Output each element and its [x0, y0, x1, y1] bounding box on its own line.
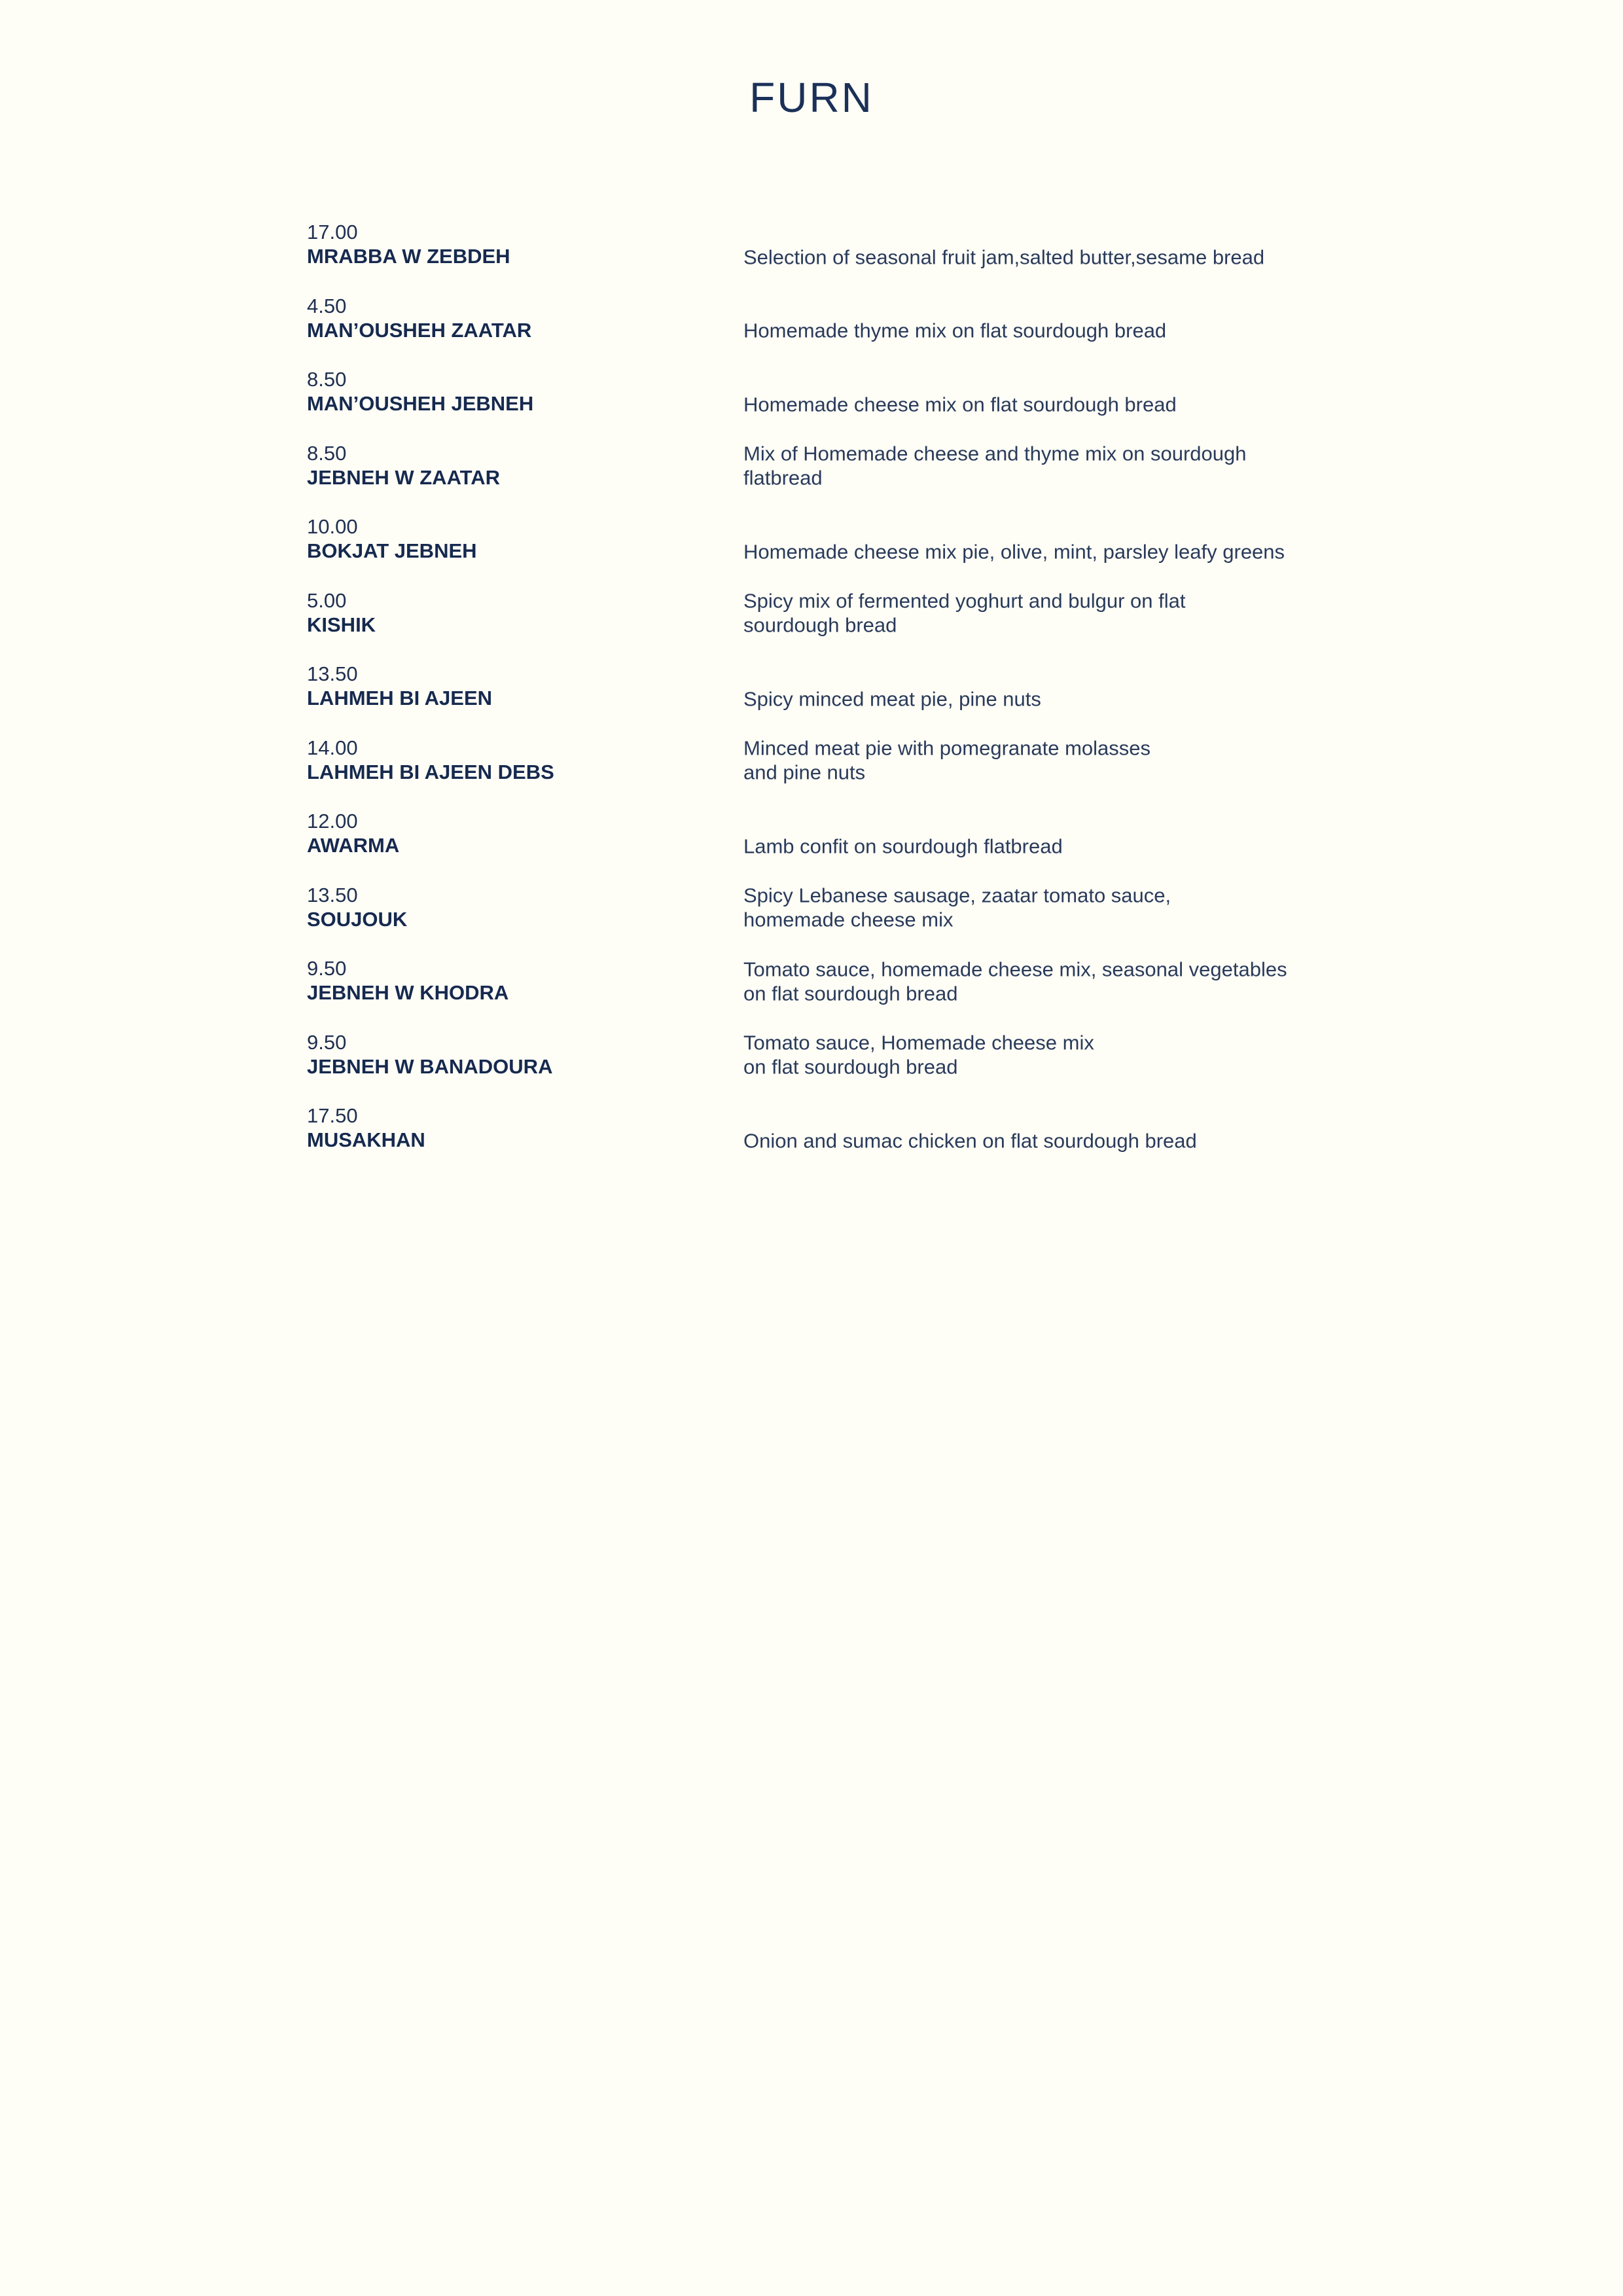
- item-name: KISHIK: [307, 613, 376, 636]
- item-price: 13.50: [307, 883, 358, 906]
- menu-item: [307, 367, 1328, 441]
- item-name: LAHMEH BI AJEEN DEBS: [307, 760, 554, 783]
- item-description: Homemade cheese mix on flat sourdough bread: [743, 393, 1177, 416]
- menu-item: [307, 956, 1328, 1030]
- menu-list: [307, 220, 1328, 1177]
- item-price: 4.50: [307, 294, 347, 317]
- item-description: Homemade thyme mix on flat sourdough bread: [743, 319, 1167, 342]
- item-price: 13.50: [307, 662, 358, 685]
- item-price: 17.50: [307, 1104, 358, 1127]
- item-price: 12.00: [307, 810, 358, 833]
- item-description: Lamb confit on sourdough flatbread: [743, 834, 1063, 857]
- item-description: Onion and sumac chicken on flat sourdough bread: [743, 1129, 1197, 1152]
- menu-item: [307, 220, 1328, 294]
- page-title: FURN: [749, 74, 874, 121]
- menu-item: [307, 809, 1328, 883]
- item-name: AWARMA: [307, 834, 400, 857]
- item-price: 9.50: [307, 1030, 347, 1054]
- item-price: 17.00: [307, 221, 358, 243]
- menu-item: [307, 588, 1328, 662]
- item-description: Spicy minced meat pie, pine nuts: [743, 687, 1041, 710]
- menu-item: [307, 662, 1328, 736]
- item-description: Minced meat pie with pomegranate molasses and pine nuts: [743, 736, 1151, 784]
- item-price: 14.00: [307, 736, 358, 759]
- menu-item: [307, 441, 1328, 515]
- item-name: MUSAKHAN: [307, 1128, 425, 1151]
- item-name: MAN’OUSHEH JEBNEH: [307, 392, 534, 415]
- item-name: JEBNEH W ZAATAR: [307, 465, 501, 489]
- item-name: JEBNEH W BANADOURA: [307, 1054, 553, 1078]
- item-price: 5.00: [307, 588, 347, 612]
- menu-item: [307, 736, 1328, 810]
- item-description: Tomato sauce, homemade cheese mix, seasonal vegetables on flat sourdough bread: [743, 958, 1287, 1005]
- menu-item: [307, 1030, 1328, 1104]
- item-description: Homemade cheese mix pie, olive, mint, parsley leafy greens: [743, 540, 1285, 563]
- item-price: 8.50: [307, 441, 347, 465]
- item-name: LAHMEH BI AJEEN: [307, 687, 493, 709]
- item-price: 9.50: [307, 957, 347, 980]
- menu-item: [307, 1103, 1328, 1177]
- item-description: Tomato sauce, Homemade cheese mix on flat sourdough bread: [743, 1031, 1094, 1079]
- item-price: 10.00: [307, 515, 358, 538]
- item-name: JEBNEH W KHODRA: [307, 981, 509, 1004]
- item-description: Spicy Lebanese sausage, zaatar tomato sauce, homemade cheese mix: [743, 884, 1171, 931]
- item-description: Mix of Homemade cheese and thyme mix on sourdough flatbread: [743, 442, 1247, 490]
- menu-item: [307, 883, 1328, 957]
- item-name: BOKJAT JEBNEH: [307, 539, 477, 562]
- menu-item: [307, 514, 1328, 588]
- item-name: SOUJOUK: [307, 907, 408, 931]
- item-description: Selection of seasonal fruit jam,salted butter,sesame bread: [743, 245, 1265, 268]
- menu-item: [307, 294, 1328, 368]
- item-description: Spicy mix of fermented yoghurt and bulgur on flat sourdough bread: [743, 589, 1186, 637]
- item-price: 8.50: [307, 368, 347, 391]
- item-name: MAN’OUSHEH ZAATAR: [307, 318, 532, 342]
- item-name: MRABBA W ZEBDEH: [307, 245, 510, 268]
